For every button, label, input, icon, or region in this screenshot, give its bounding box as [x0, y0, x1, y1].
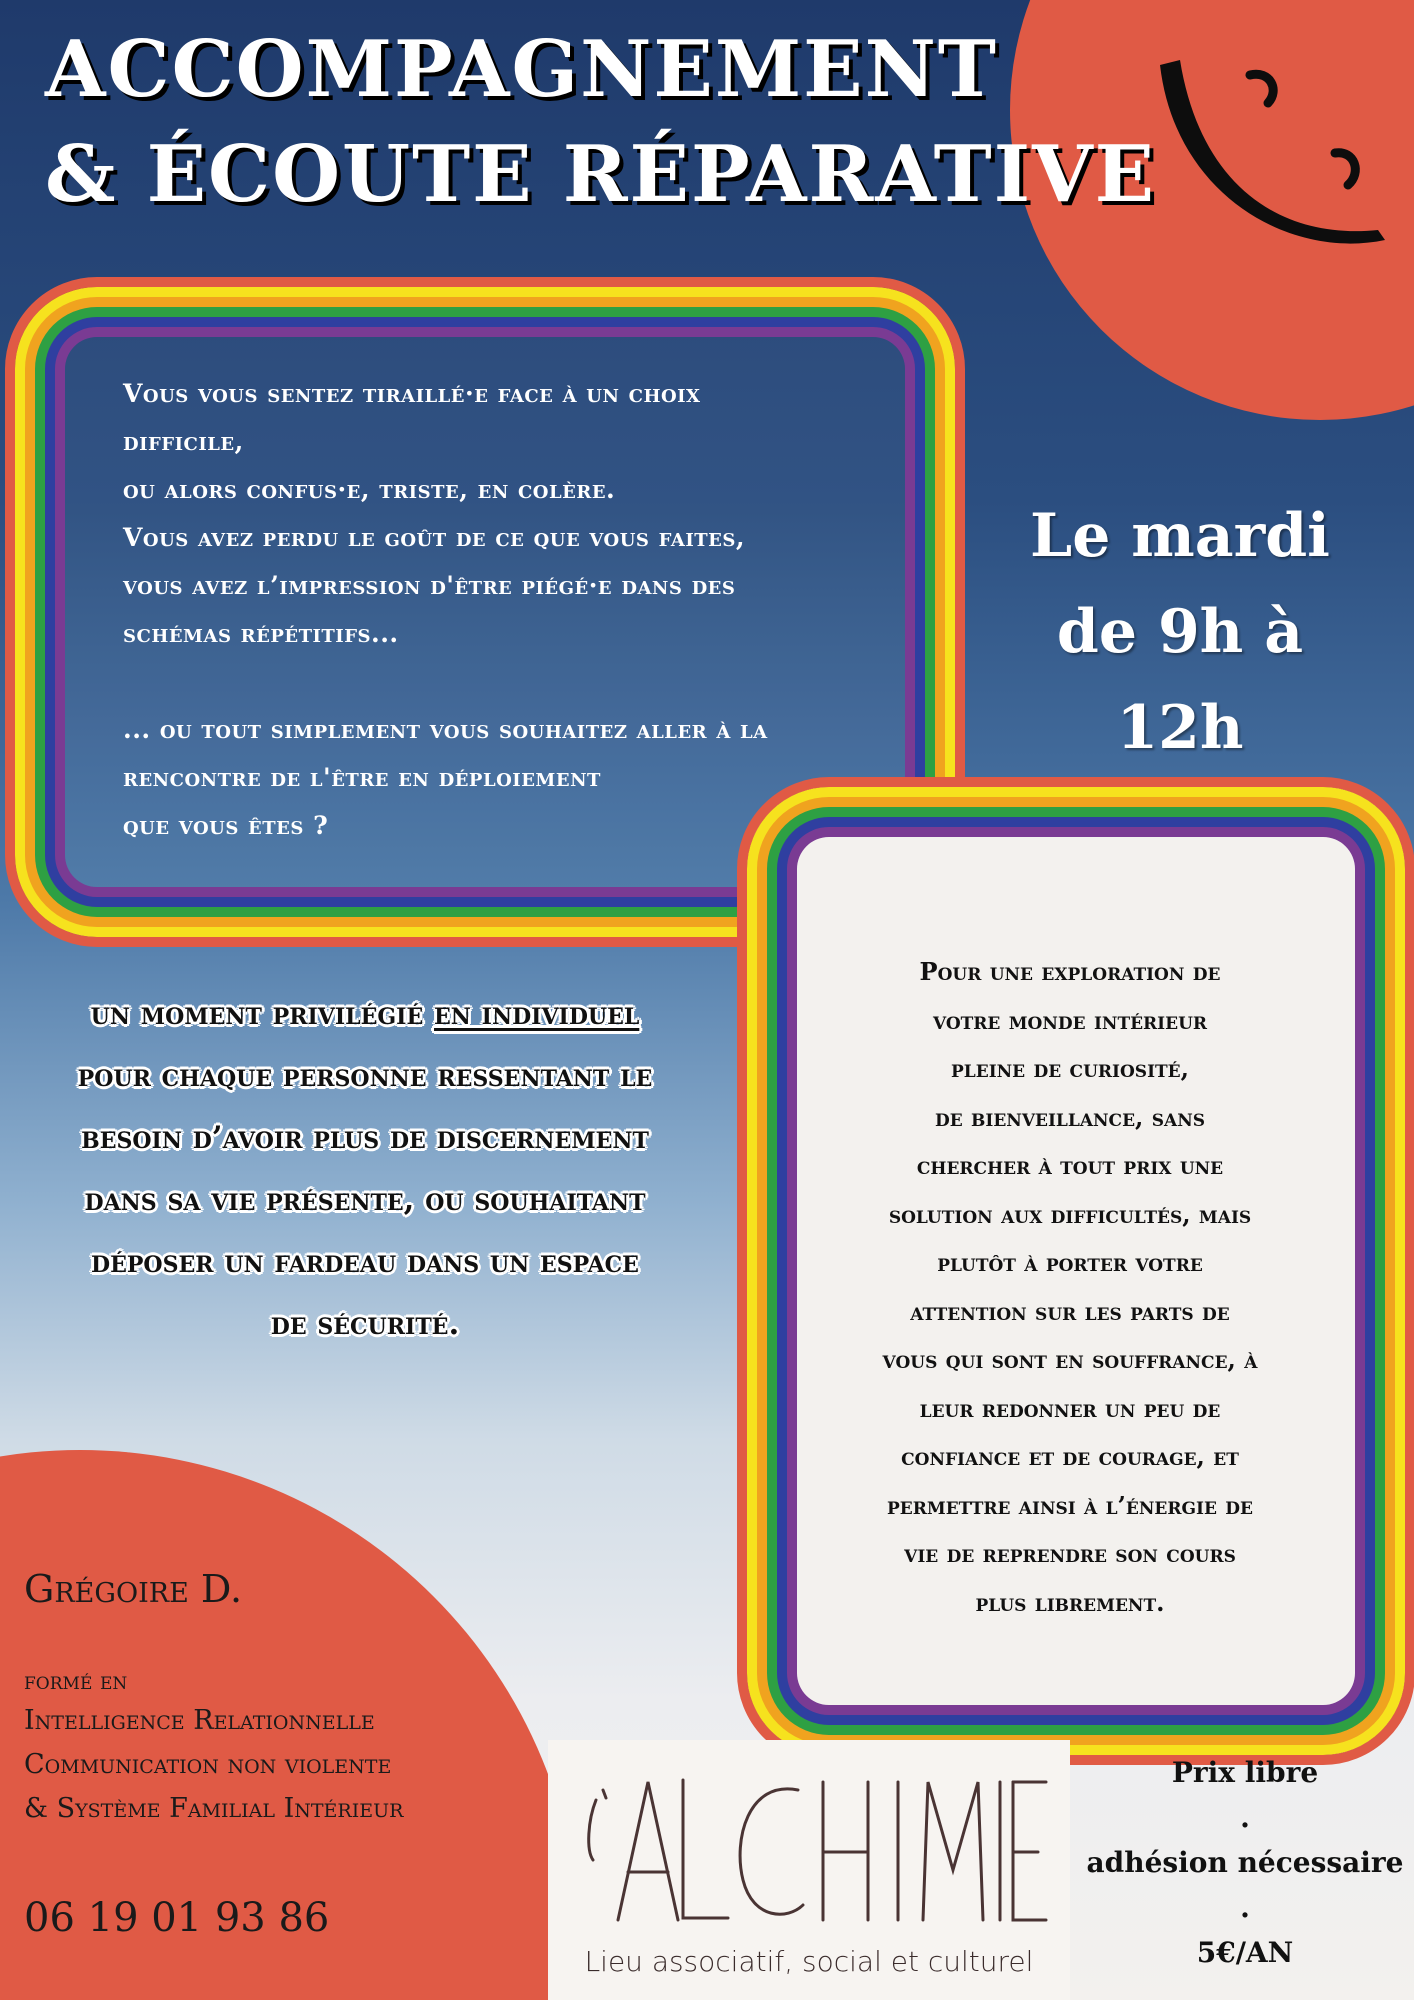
paragraph-gap: [123, 658, 903, 706]
exploration-line: confiance et de courage, et: [901, 1442, 1239, 1471]
intro-line: ou alors confus·e, triste, en colère.: [123, 475, 616, 504]
price-line: 5€/AN: [1196, 1936, 1294, 1969]
moment-text-2: pour chaque personne ressentant le besoin d’avoir plus de discernement dans sa vie présente, ou souhaitant déposer un fardeau dans un espace de sécurité.: [77, 1058, 653, 1342]
coach-info: [24, 1565, 403, 1831]
intro-line: Vous vous sentez tiraillé·e face à un choix: [123, 379, 701, 408]
intro-line: difficile,: [123, 427, 244, 456]
title-line-1: ACCOMPAGNEMENT: [45, 24, 998, 115]
intro-line: Vous avez perdu le goût de ce que vous faites,: [123, 523, 746, 552]
price-line: adhésion nécessaire: [1086, 1846, 1404, 1879]
price-separator: .: [1240, 1801, 1250, 1834]
logo-tagline: Lieu associatif, social et culturel: [584, 1945, 1034, 1978]
price-info: [1085, 1750, 1405, 1975]
trained-label: formé en: [24, 1667, 128, 1695]
exploration-line: plutôt à porter votre: [937, 1248, 1203, 1277]
phone-number: 06 19 01 93 86: [24, 1895, 330, 1941]
schedule: [990, 488, 1370, 776]
intro-line: ... ou tout simplement vous souhaitez aller à la: [123, 715, 768, 744]
intro-line: vous avez l’impression d'être piégé·e dans des: [123, 571, 736, 600]
individual-session-description: [70, 983, 660, 1355]
training-item: & Système Familial Intérieur: [24, 1793, 404, 1824]
moment-underlined: en individuel: [434, 996, 640, 1032]
exploration-line: de bienveillance, sans: [934, 1102, 1206, 1132]
exploration-line: Pour une exploration de: [919, 957, 1221, 986]
exploration-line: plus librement.: [975, 1587, 1165, 1617]
moment-text-1: un moment privilégié: [90, 996, 435, 1032]
smiley-icon: [1140, 45, 1400, 275]
exploration-line: chercher à tout prix une: [916, 1151, 1224, 1180]
exploration-line: leur redonner un peu de: [919, 1393, 1221, 1423]
exploration-line: pleine de curiosité,: [951, 1054, 1189, 1083]
training-item: Intelligence Relationnelle: [24, 1705, 375, 1736]
exploration-line: solution aux difficultés, mais: [888, 1199, 1252, 1229]
alchimie-logo: [548, 1740, 1070, 2000]
title-line-2: & ÉCOUTE RÉPARATIVE: [45, 129, 1157, 220]
coach-name: Grégoire D.: [24, 1567, 243, 1611]
intro-questions: [123, 370, 903, 850]
exploration-line: attention sur les parts de: [910, 1296, 1230, 1326]
intro-line: que vous êtes ?: [123, 811, 329, 840]
intro-line: rencontre de l'être en déploiement: [123, 763, 601, 792]
exploration-line: vous qui sont en souffrance, à: [882, 1345, 1258, 1374]
exploration-line: vie de reprendre son cours: [904, 1539, 1236, 1568]
alchimie-logo-mark: [568, 1760, 1048, 1940]
training-item: Communication non violente: [24, 1749, 392, 1780]
schedule-hours: de 9h à 12h: [1056, 597, 1304, 763]
price-separator: .: [1240, 1891, 1250, 1924]
schedule-day: Le mardi: [1030, 501, 1330, 571]
intro-line: schémas répétitifs...: [123, 619, 399, 648]
exploration-line: votre monde intérieur: [932, 1005, 1208, 1035]
exploration-line: permettre ainsi à l’énergie de: [887, 1490, 1253, 1520]
page-title: [45, 20, 1156, 230]
price-line: Prix libre: [1171, 1756, 1319, 1789]
exploration-description: [810, 948, 1330, 1627]
